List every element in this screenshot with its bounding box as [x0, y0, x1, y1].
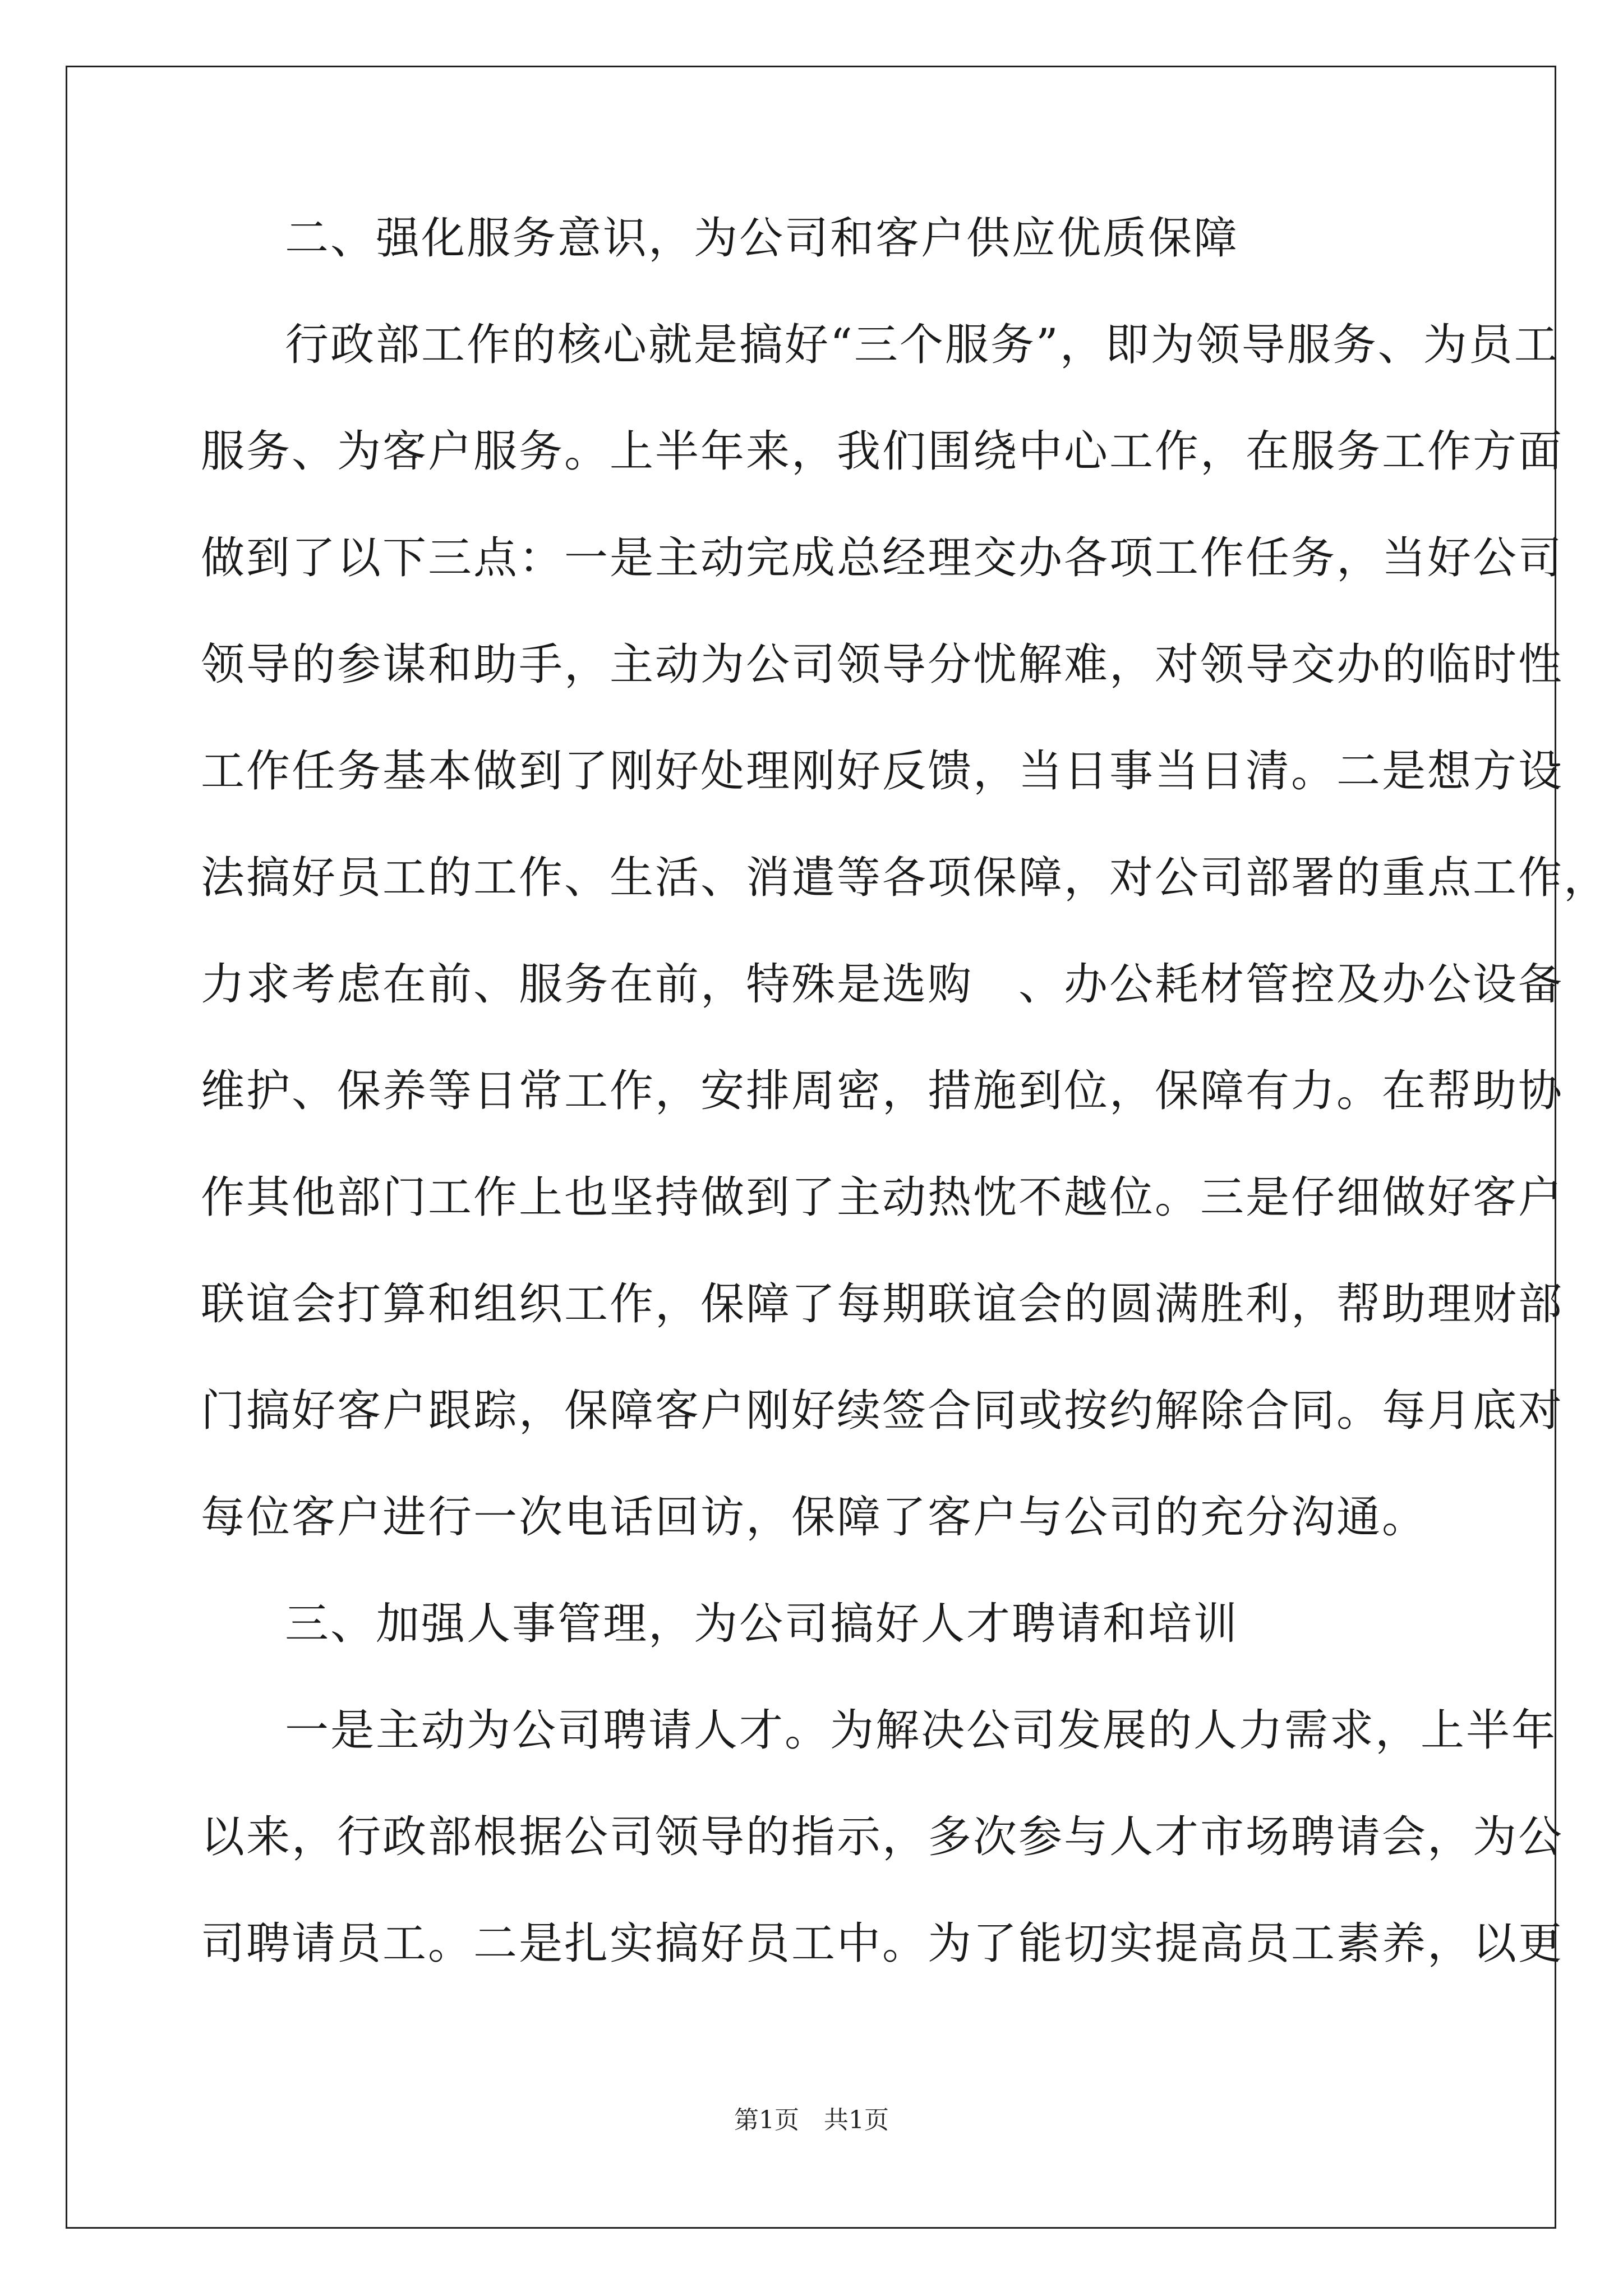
- paragraph-line: 一是主动为公司聘请人才。为解决公司发展的人力需求，上半年: [285, 1705, 1557, 1756]
- paragraph-line: 司聘请员工。二是扎实搞好员工中。为了能切实提高员工素养，以更: [201, 1918, 1564, 1969]
- paragraph-line: 每位客户进行一次电话回访，保障了客户与公司的充分沟通。: [201, 1492, 1428, 1543]
- paragraph-line: 行政部工作的核心就是搞好“三个服务”，即为领导服务、为员工: [285, 320, 1560, 370]
- section-heading: 二、强化服务意识，为公司和客户供应优质保障: [285, 213, 1239, 264]
- paragraph-line: 作其他部门工作上也坚持做到了主动热忱不越位。三是仔细做好客户: [201, 1172, 1564, 1223]
- paragraph-line: 维护、保养等日常工作，安排周密，措施到位，保障有力。在帮助协: [201, 1066, 1564, 1116]
- paragraph-line: 门搞好客户跟踪，保障客户刚好续签合同或按约解除合同。每月底对: [201, 1386, 1564, 1436]
- paragraph-line: 工作任务基本做到了刚好处理刚好反馈，当日事当日清。二是想方设: [201, 746, 1564, 797]
- paragraph-line: 以来，行政部根据公司领导的指示，多次参与人才市场聘请会，为公: [201, 1812, 1564, 1862]
- paragraph-line: 领导的参谋和助手，主动为公司领导分忧解难，对领导交办的临时性: [201, 639, 1564, 690]
- paragraph-line: 力求考虑在前、服务在前，特殊是选购 、办公耗材管控及办公设备: [201, 959, 1564, 1010]
- paragraph-line: 服务、为客户服务。上半年来，我们围绕中心工作，在服务工作方面: [201, 426, 1564, 477]
- page-footer: [0, 2104, 1623, 2137]
- paragraph-line: 法搞好员工的工作、生活、消遣等各项保障，对公司部署的重点工作，: [201, 853, 1610, 903]
- page-total: 共1页: [824, 2106, 889, 2134]
- paragraph-line: 做到了以下三点：一是主动完成总经理交办各项工作任务，当好公司: [201, 533, 1564, 583]
- section-heading: 三、加强人事管理，为公司搞好人才聘请和培训: [285, 1599, 1239, 1649]
- paragraph-line: 联谊会打算和组织工作，保障了每期联谊会的圆满胜利，帮助理财部: [201, 1279, 1564, 1329]
- page-border: [66, 66, 1556, 2229]
- page-number: 第1页: [734, 2106, 799, 2134]
